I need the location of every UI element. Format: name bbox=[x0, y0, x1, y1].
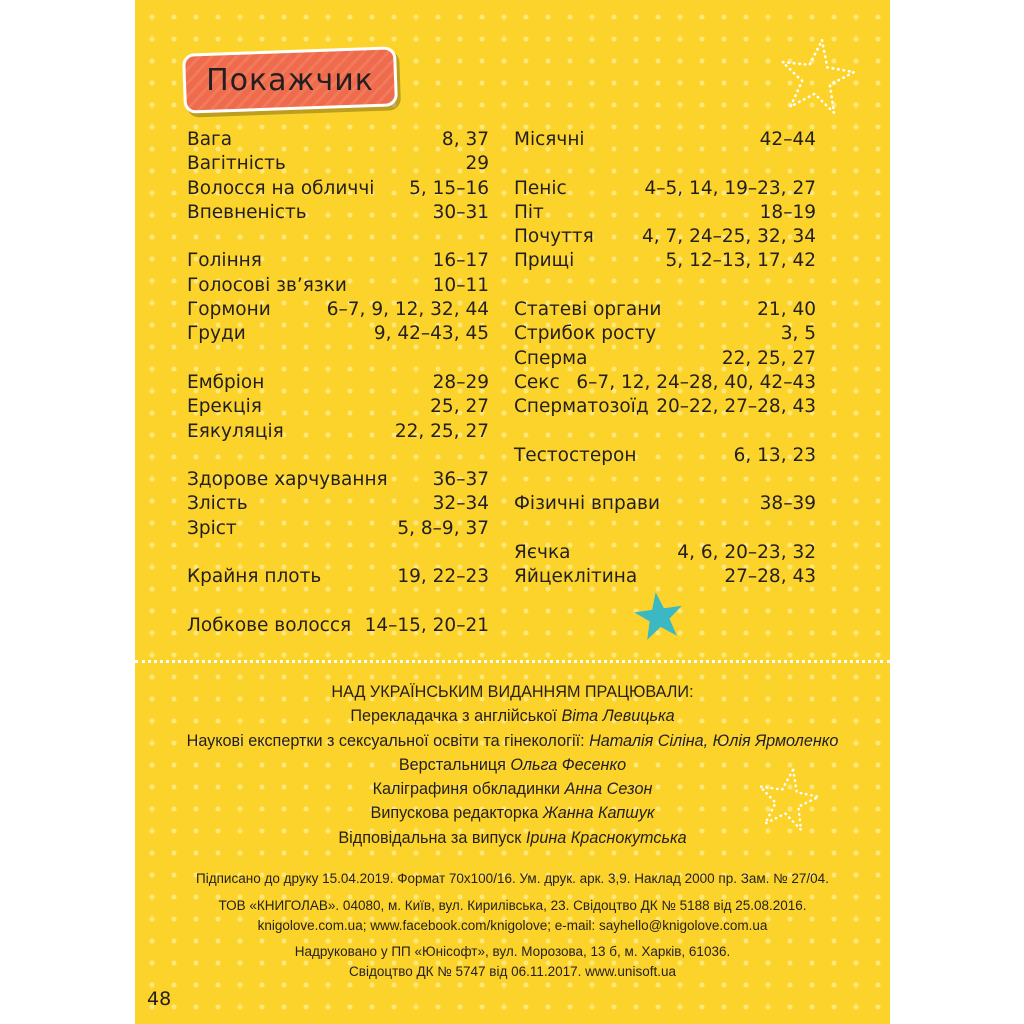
index-term: Здорове харчування bbox=[187, 469, 388, 491]
printer-line: Надруковано у ПП «Юнісофт», вул. Морозова, 13 б, м. Харків, 61036. bbox=[294, 944, 731, 959]
credit-name: Ірина Краснокутська bbox=[525, 828, 687, 847]
dotted-star-icon bbox=[755, 766, 821, 832]
index-pages: 14–15, 20–21 bbox=[364, 614, 489, 636]
credit-line bbox=[135, 729, 890, 753]
teal-star-icon bbox=[633, 590, 685, 642]
credits-heading: НАД УКРАЇНСЬКИМ ВИДАННЯМ ПРАЦЮВАЛИ: bbox=[331, 683, 694, 701]
index-entry bbox=[187, 128, 489, 152]
index-term: Сперма bbox=[514, 347, 588, 369]
credit-name: Жанна Капшук bbox=[542, 804, 655, 823]
index-gap bbox=[187, 225, 489, 249]
index-gap bbox=[514, 152, 816, 176]
index-term: Тестостерон bbox=[514, 444, 637, 466]
index-term: Впевненість bbox=[187, 201, 307, 223]
publisher-line: ТОВ «КНИГОЛАВ». 04080, м. Київ, вул. Кирилівська, 23. Свідоцтво ДК № 5188 від 25.08.2016. bbox=[218, 898, 807, 913]
credit-role: Випускова редакторка bbox=[370, 804, 539, 823]
index-pages: 16–17 bbox=[432, 250, 489, 272]
credit-name: Віта Левицька bbox=[561, 707, 675, 726]
index-term: Сперматозоїд bbox=[514, 396, 649, 418]
index-entry bbox=[514, 128, 816, 152]
index-entry bbox=[187, 395, 489, 419]
dotted-star-icon bbox=[777, 36, 857, 116]
credit-name: Анна Сезон bbox=[564, 780, 653, 799]
index-pages: 5, 8–9, 37 bbox=[397, 517, 489, 539]
index-entry bbox=[514, 541, 816, 565]
index-pages: 25, 27 bbox=[430, 396, 489, 418]
index-pages: 30–31 bbox=[432, 201, 489, 223]
index-pages: 29 bbox=[465, 153, 489, 175]
index-gap bbox=[187, 590, 489, 614]
index-entry bbox=[514, 395, 816, 419]
index-entry bbox=[514, 298, 816, 322]
index-right-column bbox=[514, 128, 816, 590]
credit-name: Наталія Сіліна, Юлія Ярмоленко bbox=[589, 731, 839, 750]
imprint-printer bbox=[135, 942, 890, 982]
index-entry bbox=[187, 517, 489, 541]
index-gap bbox=[187, 347, 489, 371]
index-term: Пеніс bbox=[514, 177, 567, 199]
index-entry bbox=[514, 249, 816, 273]
index-entry bbox=[514, 371, 816, 395]
index-entry bbox=[514, 225, 816, 249]
index-pages: 6–7, 12, 24–28, 40, 42–43 bbox=[576, 371, 816, 393]
index-entry bbox=[187, 614, 489, 638]
publisher-contacts: knigolove.com.ua; www.facebook.com/knigolove; e-mail: sayhello@knigolove.com.ua bbox=[257, 918, 768, 933]
index-pages: 42–44 bbox=[759, 129, 816, 150]
index-pages: 5, 12–13, 17, 42 bbox=[665, 250, 816, 272]
index-entry bbox=[187, 322, 489, 346]
index-gap bbox=[514, 420, 816, 444]
index-pages: 19, 22–23 bbox=[397, 566, 489, 588]
index-entry bbox=[187, 420, 489, 444]
index-term: Злість bbox=[187, 493, 248, 515]
index-term: Яєчка bbox=[514, 542, 571, 564]
index-term: Гормони bbox=[187, 299, 271, 321]
index-pages: 4, 7, 24–25, 32, 34 bbox=[642, 226, 816, 248]
index-pages: 6–7, 9, 12, 32, 44 bbox=[326, 299, 489, 321]
index-term: Ембріон bbox=[187, 371, 265, 393]
index-entry bbox=[187, 565, 489, 589]
index-title-tag bbox=[183, 50, 397, 110]
index-entry bbox=[514, 347, 816, 371]
index-entry bbox=[514, 322, 816, 346]
index-term: Еякуляція bbox=[187, 420, 284, 442]
index-entry bbox=[187, 298, 489, 322]
index-entry bbox=[187, 492, 489, 516]
credit-role: Відповідальна за випуск bbox=[338, 828, 522, 847]
index-entry bbox=[187, 468, 489, 492]
index-entry bbox=[187, 371, 489, 395]
printer-certificate: Свідоцтво ДК № 5747 від 06.11.2017. www.unisoft.ua bbox=[349, 964, 676, 979]
index-entry bbox=[187, 152, 489, 176]
index-entry bbox=[187, 201, 489, 225]
index-pages: 3, 5 bbox=[780, 323, 816, 345]
index-pages: 20–22, 27–28, 43 bbox=[656, 396, 816, 418]
index-pages: 4–5, 14, 19–23, 27 bbox=[644, 177, 816, 199]
credit-role: Верстальниця bbox=[398, 755, 506, 774]
index-pages: 22, 25, 27 bbox=[394, 420, 489, 442]
index-term: Секс bbox=[514, 371, 560, 393]
index-term: Місячні bbox=[514, 129, 585, 150]
index-gap bbox=[187, 541, 489, 565]
index-term: Почуття bbox=[514, 226, 594, 248]
page-number: 48 bbox=[147, 988, 172, 1010]
index-pages: 27–28, 43 bbox=[724, 566, 816, 588]
credit-name: Ольга Фесенко bbox=[510, 755, 627, 774]
index-entry bbox=[514, 177, 816, 201]
dotted-divider bbox=[135, 660, 890, 663]
imprint-signed: Підписано до друку 15.04.2019. Формат 70х100/16. Ум. друк. арк. 3,9. Наклад 2000 пр. Зам. № 27/04. bbox=[196, 871, 829, 886]
index-pages: 6, 13, 23 bbox=[733, 444, 816, 466]
index-pages: 32–34 bbox=[432, 493, 489, 515]
index-term: Стрибок росту bbox=[514, 323, 657, 345]
index-entry bbox=[514, 201, 816, 225]
index-term: Яйцеклітина bbox=[514, 566, 638, 588]
credit-role: Наукові експертки з сексуальної освіти та гінекології: bbox=[186, 731, 585, 750]
index-gap bbox=[187, 444, 489, 468]
index-gap bbox=[514, 468, 816, 492]
index-term: Крайня плоть bbox=[187, 566, 322, 588]
index-entry bbox=[187, 177, 489, 201]
index-pages: 21, 40 bbox=[757, 299, 816, 321]
index-term: Статеві органи bbox=[514, 299, 662, 321]
index-term: Зріст bbox=[187, 517, 237, 539]
index-entry bbox=[187, 274, 489, 298]
index-pages: 9, 42–43, 45 bbox=[373, 323, 489, 345]
index-term: Вагітність bbox=[187, 153, 286, 175]
index-term: Волосся на обличчі bbox=[187, 177, 375, 199]
index-gap bbox=[514, 517, 816, 541]
index-term: Піт bbox=[514, 201, 544, 223]
index-term: Ерекція bbox=[187, 396, 262, 418]
index-pages: 8, 37 bbox=[441, 129, 489, 150]
index-entry bbox=[514, 492, 816, 516]
index-pages: 10–11 bbox=[432, 274, 489, 296]
index-gap bbox=[514, 274, 816, 298]
page-title: Покажчик bbox=[206, 63, 374, 98]
index-pages: 22, 25, 27 bbox=[721, 347, 816, 369]
index-entry bbox=[514, 565, 816, 589]
index-term: Груди bbox=[187, 323, 246, 345]
index-pages: 28–29 bbox=[432, 371, 489, 393]
index-pages: 4, 6, 20–23, 32 bbox=[677, 542, 816, 564]
imprint-publisher bbox=[135, 896, 890, 936]
index-pages: 36–37 bbox=[432, 469, 489, 491]
index-term: Прищі bbox=[514, 250, 575, 272]
index-term: Гоління bbox=[187, 250, 262, 272]
index-pages: 5, 15–16 bbox=[409, 177, 489, 199]
credit-role: Перекладачка з англійської bbox=[350, 707, 557, 726]
credit-role: Каліграфиня обкладинки bbox=[372, 780, 561, 799]
index-term: Голосові зв’язки bbox=[187, 274, 347, 296]
index-left-column bbox=[187, 128, 489, 638]
index-entry bbox=[187, 249, 489, 273]
index-pages: 38–39 bbox=[759, 493, 816, 515]
index-entry bbox=[514, 444, 816, 468]
index-term: Лобкове волосся bbox=[187, 614, 352, 636]
index-term: Фізичні вправи bbox=[514, 493, 660, 515]
index-pages: 18–19 bbox=[759, 201, 816, 223]
credit-line bbox=[135, 704, 890, 728]
index-term: Вага bbox=[187, 129, 233, 150]
book-page bbox=[135, 0, 890, 1024]
